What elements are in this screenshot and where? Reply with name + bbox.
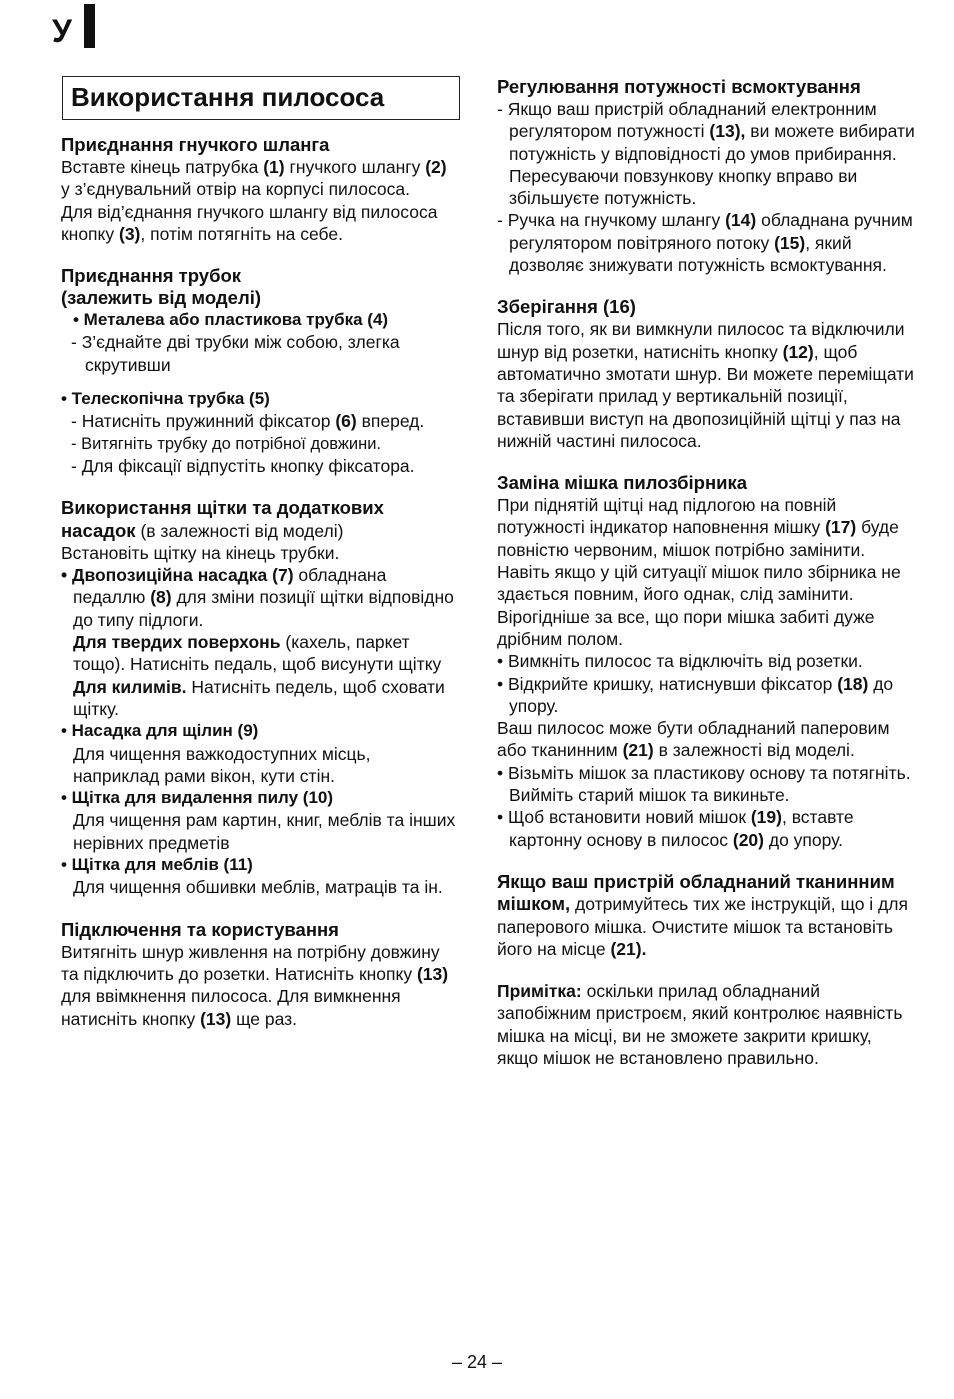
bullet-heading: • Щітка для видалення пилу (10) [61,788,334,808]
section-tubes [61,265,456,477]
section-cloth-bag [497,871,917,960]
paragraph: Витягніть шнур живлення на потрібну довжину та підключить до розетки. Натисніть кнопку (13) для ввімкнення пилососа. Для вимкнення натисніть кнопку (13) ще раз. [61,941,449,1029]
section-heading: Приєднання гнучкого шланга [61,134,330,155]
paragraph: Якщо ваш пристрій обладнаний тканинним мішком, дотримуйтесь тих же інструкцій, що і для паперового мішка. Очистите мішок та встановіть його на місце (21). [497,870,908,959]
list-item: • Вимкніть пилосос та відключіть від розетки. [497,651,863,672]
right-column [497,76,917,1069]
paragraph: Для чищення обшивки меблів, матраців та ін. [73,877,443,898]
section-storage [497,296,917,452]
section-subheading: (залежить від моделі) [61,287,261,309]
list-item: - Якщо ваш пристрій обладнаний електронним регулятором потужності (13), ви можете вибирати потужність у відповідності до умов прибирання. Пересуваючи повзункову кнопку вправо ви збільшуєте потужність. [497,99,915,209]
paragraph: Для від’єднання гнучкого шлангу від пилососа кнопку (3), потім потягніть на себе. [61,201,438,244]
language-marker-bar [84,4,95,48]
paragraph: Встановіть щітку на кінець трубки. [61,542,340,563]
section-hose [61,134,456,245]
left-column [61,76,456,1030]
bullet-heading: • Металева або пластикова трубка (4) [73,310,389,330]
list-item: - Витягніть трубку до потрібної довжини. [71,434,381,453]
section-connect [61,919,456,1030]
paragraph: Для чищення рам картин, книг, меблів та інших нерівних предметів [73,810,456,853]
paragraph: Для чищення важкодоступних місць, наприклад рами вікон, кути стін. [73,743,371,786]
paragraph: При піднятій щітці над підлогою на повній потужності індикатор наповнення мішку (17) буде повністю червоним, мішок потрібно замінити. [497,495,899,560]
page-number: – 24 – [451,1352,503,1372]
section-heading: Регулювання потужності всмоктування [497,76,861,97]
paragraph: Після того, як ви вимкнули пилосос та відключили шнур від розетки, натисніть кнопку (12), щоб автоматично змотати шнур. Ви можете переміщати та зберігати прилад у вертикальній позиції, вставивши виступ на двопозиційній щітці у паз на нижній частині пилососа. [497,319,914,451]
list-item: • Візьміть мішок за пластикову основу та потягніть. Вийміть старий мішок та викиньте. [497,762,911,806]
page-title: Використання пилососа [62,76,460,120]
section-bag [497,472,917,851]
list-item: - Ручка на гнучкому шлангу (14) обладнана ручним регулятором повітряного потоку (15), який дозволяє знижувати потужність всмоктування. [497,210,913,276]
list-item: • Двопозиційна насадка (7) обладнана педаллю (8) для зміни позиції щітки відповідно до типу підлоги. [61,565,454,630]
bullet-heading: • Насадка для щілин (9) [61,721,259,741]
language-marker: У [52,13,72,49]
paragraph: Ваш пилосос може бути обладнаний паперовим або тканинним (21) в залежності від моделі. [497,718,890,761]
section-heading: Заміна мішка пилозбірника [497,472,748,494]
list-item: - Для фіксації відпустіть кнопку фіксатора. [71,455,415,476]
list-item: • Щоб встановити новий мішок (19), вставте картонну основу в пилосос (20) до упору. [497,807,854,850]
list-item: • Відкрийте кришку, натиснувши фіксатор (18) до упору. [497,673,894,716]
paragraph: Для твердих поверхонь (кахель, паркет тощо). Натисніть педаль, щоб висунути щітку [73,632,442,675]
section-heading: Приєднання трубок [61,265,242,287]
list-item: - Натисніть пружинний фіксатор (6) вперед. [71,411,425,432]
paragraph: Для килимів. Натисніть педель, щоб сховати щітку. [73,676,445,719]
paragraph: Навіть якщо у цій ситуації мішок пило збірника не здається повним, його однак, слід замінити. Вірогідніше за все, що пори мішка забиті дуже дрібним полом. [497,562,901,649]
bullet-heading: • Телескопічна трубка (5) [61,389,270,409]
section-heading: Підключення та користування [61,918,339,940]
bullet-heading: • Щітка для меблів (11) [61,855,253,875]
section-heading: Використання щітки та додаткових насадок (в залежності від моделі) [61,497,384,541]
list-item: - З’єднайте дві трубки між собою, злегка скрутивши [71,332,400,375]
section-note [497,980,917,1069]
section-heading: Зберігання (16) [497,296,636,318]
section-brushes [61,497,456,898]
paragraph: Вставте кінець патрубка (1) гнучкого шлангу (2) у з’єднувальний отвір на корпусі пилососа. [61,157,447,200]
note: Примітка: оскільки прилад обладнаний запобіжним пристроєм, який контролює наявність мішка на місці, ви не зможете закрити кришку, якщо мішок не встановлено правильно. [497,981,903,1068]
section-power [497,76,917,276]
